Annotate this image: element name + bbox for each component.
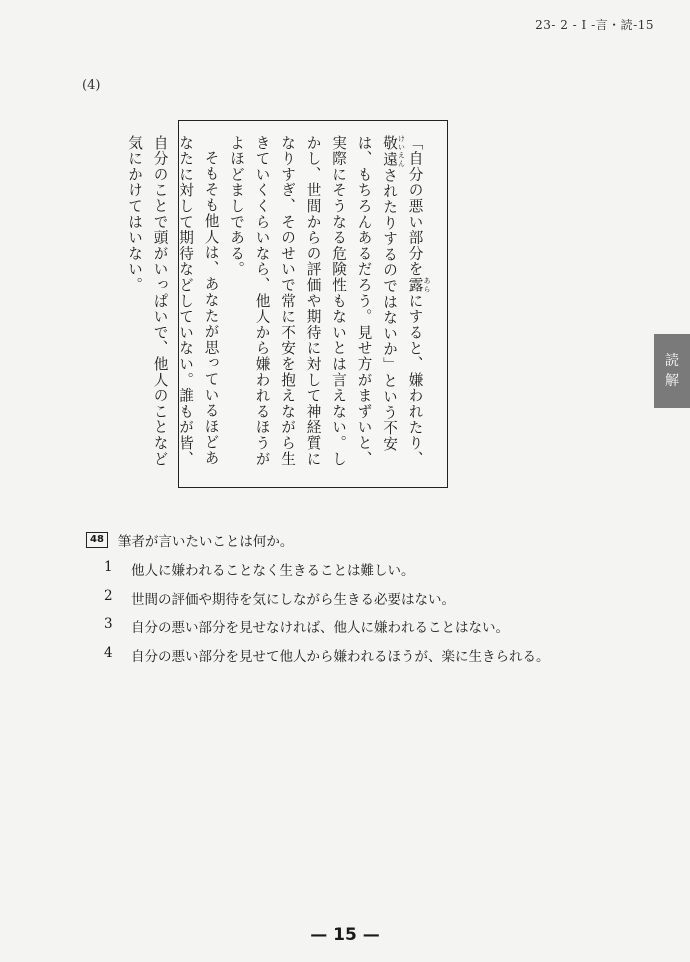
section-number: (4) [82, 78, 101, 93]
passage-paragraph-1 [224, 135, 432, 475]
section-tab-dokkai [654, 334, 690, 408]
question-prompt: 筆者が言いたいことは何か。 [117, 534, 294, 550]
ruby-keien [381, 135, 406, 168]
tab-char: 読 [665, 353, 679, 369]
ruby-reading: けいえん [397, 135, 406, 168]
passage-text: にすると、嫌われたり、 [406, 293, 424, 467]
choice-text: 自分の悪い部分を見せて他人から嫌われるほうが、楽に生きられる。 [131, 648, 550, 665]
choice-number: 2 [104, 587, 113, 604]
passage-text: されたりするのではないか」という不安は、もちろんあるだろう。見せ方がまずいと、実際にそうなる危険性もないとは言えない。しかし、世間からの評価や期待に対して神経質になりすぎ、そのせいで常に不安を抱えながら生きていくくらいなら、他人から嫌われるほうがよほどましである。 [228, 135, 398, 467]
choice-number: 1 [104, 559, 113, 575]
reading-passage-box [126, 120, 448, 488]
page-number: — 15 — [310, 925, 380, 945]
question-number-box: 48 [86, 532, 108, 548]
tab-char: 解 [665, 373, 679, 389]
choice-number: 4 [104, 644, 113, 661]
choice-text: 世間の評価や期待を気にしながら生きる必要はない。 [131, 591, 455, 608]
choice-text: 自分の悪い部分を見せなければ、他人に嫌われることはない。 [131, 620, 509, 636]
ruby-reading: あら [423, 276, 431, 294]
question-48 [86, 530, 293, 550]
answer-choice[interactable] [104, 616, 550, 645]
choice-number: 3 [104, 616, 113, 632]
answer-choice[interactable] [104, 645, 550, 674]
reading-passage [122, 135, 432, 475]
passage-text: 「自分の悪い部分を [406, 135, 424, 278]
ruby-base: 敬遠 [381, 135, 398, 168]
page-code: 23- 2 - I -言・読-15 [535, 18, 654, 32]
answer-choice[interactable] [104, 588, 550, 617]
answer-choices [104, 559, 550, 673]
ruby-base: 露 [406, 276, 424, 294]
ruby-arawa [406, 276, 431, 294]
answer-choice[interactable] [104, 559, 550, 588]
passage-paragraph-2: そもそも他人は、あなたが思っているほどあなたに対して期待などしていない。誰もが皆、自分のことで頭がいっぱいで、他人のことなど気にかけてはいない。 [126, 135, 220, 467]
choice-text: 他人に嫌われることなく生きることは難しい。 [131, 563, 415, 579]
